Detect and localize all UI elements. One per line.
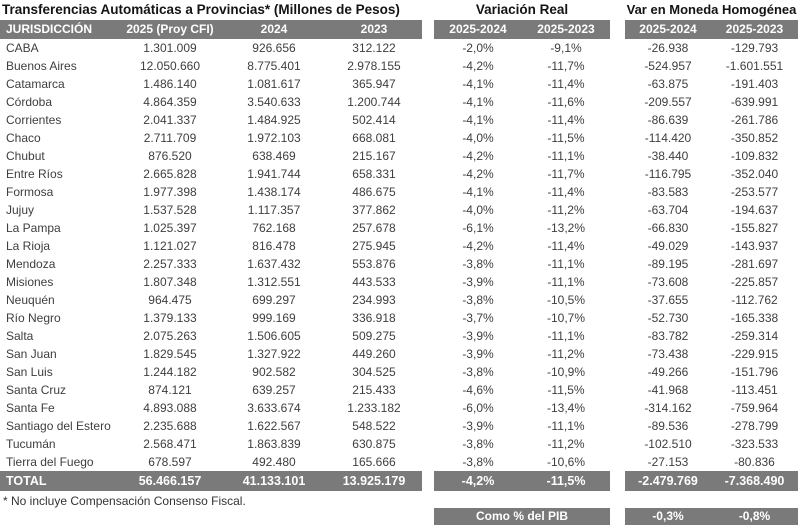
value-2025-cell: 1.977.398 bbox=[143, 185, 197, 199]
value-2025-cell: 1.829.545 bbox=[143, 347, 197, 361]
table-row bbox=[0, 183, 798, 201]
value-2023-cell: 304.525 bbox=[352, 365, 396, 379]
var-homogenea-2025-2023-cell: -278.799 bbox=[730, 419, 779, 433]
table-row bbox=[0, 93, 798, 111]
var-homogenea-2025-2023-cell: -129.793 bbox=[730, 41, 779, 55]
var-real-2025-2023-cell: -11,1% bbox=[547, 257, 585, 271]
section-gap bbox=[422, 255, 434, 273]
value-2025-cell: 1.301.009 bbox=[143, 41, 197, 55]
var-real-2025-2023-cell: -11,1% bbox=[547, 329, 585, 343]
jurisdiction-cell: La Rioja bbox=[6, 239, 51, 253]
table-row bbox=[0, 273, 798, 291]
value-2024-cell: 926.656 bbox=[252, 41, 296, 55]
value-2023-cell: 312.122 bbox=[352, 41, 396, 55]
section-gap bbox=[422, 309, 434, 327]
header-var-homogenea-2025-2023: 2025-2023 bbox=[711, 20, 798, 39]
section-gap bbox=[422, 291, 434, 309]
jurisdiction-cell: Entre Ríos bbox=[6, 167, 63, 181]
var-homogenea-2025-2023-cell: -323.533 bbox=[730, 437, 779, 451]
value-2023-cell: 548.522 bbox=[352, 419, 396, 433]
var-real-2025-2023-cell: -11,5% bbox=[547, 131, 585, 145]
section-gap bbox=[422, 345, 434, 363]
section-gap bbox=[610, 435, 625, 453]
value-2023-cell: 449.260 bbox=[352, 347, 396, 361]
value-2023-cell: 377.862 bbox=[352, 203, 396, 217]
section-gap bbox=[610, 237, 625, 255]
table-body bbox=[0, 39, 798, 471]
total-2025: 56.466.157 bbox=[118, 471, 222, 491]
jurisdiction-cell: Chaco bbox=[6, 131, 41, 145]
var-homogenea-2025-2024-cell: -314.162 bbox=[644, 401, 692, 415]
section-gap bbox=[422, 471, 434, 491]
section-gap bbox=[422, 219, 434, 237]
header-var-real-2025-2024: 2025-2024 bbox=[434, 20, 522, 39]
header-2023: 2023 bbox=[326, 20, 422, 39]
value-2023-cell: 165.666 bbox=[352, 455, 396, 469]
var-real-2025-2023-cell: -10,6% bbox=[546, 455, 586, 469]
value-2024-cell: 3.633.674 bbox=[247, 401, 301, 415]
table-row bbox=[0, 255, 798, 273]
value-2025-cell: 2.665.828 bbox=[143, 167, 197, 181]
var-real-2025-2024-cell: -4,0% bbox=[462, 131, 494, 145]
var-homogenea-2025-2024-cell: -73.438 bbox=[647, 347, 689, 361]
section-gap bbox=[422, 327, 434, 345]
header-2025-proy-cfi: 2025 (Proy CFI) bbox=[118, 20, 222, 39]
section-gap bbox=[422, 201, 434, 219]
section-gap bbox=[422, 111, 434, 129]
table-row bbox=[0, 345, 798, 363]
var-homogenea-2025-2024-cell: -89.195 bbox=[647, 257, 689, 271]
var-real-2025-2024-cell: -6,1% bbox=[462, 221, 494, 235]
value-2024-cell: 492.480 bbox=[252, 455, 296, 469]
section-gap bbox=[610, 93, 625, 111]
var-real-2025-2024-cell: -3,8% bbox=[462, 455, 494, 469]
jurisdiction-cell: San Luis bbox=[6, 365, 53, 379]
jurisdiction-cell: Formosa bbox=[6, 185, 54, 199]
table-row bbox=[0, 381, 798, 399]
value-2024-cell: 639.257 bbox=[252, 383, 296, 397]
value-2025-cell: 1.807.348 bbox=[143, 275, 197, 289]
var-homogenea-2025-2023-cell: -759.964 bbox=[730, 401, 779, 415]
section-gap bbox=[422, 183, 434, 201]
value-2023-cell: 553.876 bbox=[352, 257, 396, 271]
var-homogenea-2025-2024-cell: -114.420 bbox=[644, 131, 692, 145]
value-2025-cell: 2.235.688 bbox=[143, 419, 197, 433]
var-real-2025-2023-cell: -11,6% bbox=[547, 95, 585, 109]
var-homogenea-2025-2024-cell: -89.536 bbox=[647, 419, 689, 433]
total-var-homogenea-2025-2024: -2.479.769 bbox=[625, 471, 711, 491]
value-2025-cell: 1.121.027 bbox=[143, 239, 197, 253]
table-row bbox=[0, 201, 798, 219]
value-2024-cell: 1.081.617 bbox=[247, 77, 301, 91]
table-row bbox=[0, 309, 798, 327]
jurisdiction-cell: Misiones bbox=[6, 275, 54, 289]
section-gap bbox=[610, 345, 625, 363]
var-homogenea-2025-2023-cell: -165.338 bbox=[730, 311, 779, 325]
header-2024: 2024 bbox=[222, 20, 326, 39]
value-2025-cell: 2.257.333 bbox=[143, 257, 197, 271]
var-real-2025-2024-cell: -4,1% bbox=[462, 95, 494, 109]
var-homogenea-2025-2024-cell: -83.583 bbox=[647, 185, 689, 199]
section-gap bbox=[610, 75, 625, 93]
table-row bbox=[0, 417, 798, 435]
var-homogenea-2025-2024-cell: -49.029 bbox=[647, 239, 689, 253]
var-homogenea-2025-2023-cell: -350.852 bbox=[730, 131, 779, 145]
value-2023-cell: 502.414 bbox=[352, 113, 396, 127]
value-2024-cell: 1.484.925 bbox=[247, 113, 301, 127]
var-homogenea-2025-2024-cell: -37.655 bbox=[647, 293, 689, 307]
var-real-2025-2024-cell: -3,9% bbox=[462, 329, 494, 343]
value-2024-cell: 1.941.744 bbox=[247, 167, 301, 181]
total-2024: 41.133.101 bbox=[222, 471, 326, 491]
var-real-2025-2024-cell: -4,2% bbox=[462, 239, 494, 253]
var-homogenea-2025-2024-cell: -41.968 bbox=[647, 383, 689, 397]
section-gap bbox=[610, 57, 625, 75]
value-2025-cell: 2.041.337 bbox=[143, 113, 197, 127]
section-gap bbox=[610, 381, 625, 399]
var-homogenea-2025-2024-cell: -73.608 bbox=[647, 275, 689, 289]
var-homogenea-2025-2023-cell: -352.040 bbox=[730, 167, 779, 181]
var-homogenea-2025-2023-cell: -1.601.551 bbox=[725, 59, 784, 73]
table-row bbox=[0, 327, 798, 345]
value-2025-cell: 964.475 bbox=[148, 293, 192, 307]
section-gap bbox=[610, 471, 625, 491]
jurisdiction-cell: Río Negro bbox=[6, 311, 61, 325]
section-gap bbox=[610, 417, 625, 435]
value-2025-cell: 1.486.140 bbox=[143, 77, 197, 91]
pib-var-2025-2024: -0,3% bbox=[625, 508, 711, 525]
var-homogenea-2025-2024-cell: -116.795 bbox=[644, 167, 692, 181]
value-2024-cell: 3.540.633 bbox=[247, 95, 301, 109]
value-2025-cell: 874.121 bbox=[148, 383, 192, 397]
var-homogenea-2025-2024-cell: -63.704 bbox=[647, 203, 689, 217]
table-title: Transferencias Automáticas a Provincias* (Millones de Pesos) bbox=[2, 2, 400, 17]
var-real-2025-2024-cell: -3,9% bbox=[462, 347, 494, 361]
var-homogenea-2025-2023-cell: -112.762 bbox=[731, 293, 778, 307]
section-title-variacion-real: Variación Real bbox=[475, 2, 569, 17]
column-header-row bbox=[0, 20, 798, 39]
var-homogenea-2025-2024-cell: -26.938 bbox=[647, 41, 689, 55]
var-real-2025-2023-cell: -10,5% bbox=[546, 293, 586, 307]
value-2024-cell: 1.312.551 bbox=[247, 275, 301, 289]
value-2025-cell: 12.050.660 bbox=[139, 59, 201, 73]
jurisdiction-cell: Neuquén bbox=[6, 293, 55, 307]
var-real-2025-2024-cell: -4,0% bbox=[462, 203, 494, 217]
value-2024-cell: 999.169 bbox=[252, 311, 296, 325]
section-gap bbox=[422, 75, 434, 93]
section-gap bbox=[422, 57, 434, 75]
section-gap bbox=[422, 237, 434, 255]
var-real-2025-2023-cell: -11,1% bbox=[547, 149, 585, 163]
value-2025-cell: 1.537.528 bbox=[143, 203, 197, 217]
total-var-real-2025-2024: -4,2% bbox=[434, 471, 522, 491]
var-homogenea-2025-2023-cell: -639.991 bbox=[730, 95, 779, 109]
var-real-2025-2024-cell: -3,9% bbox=[462, 275, 494, 289]
table-row bbox=[0, 435, 798, 453]
footnote-text: * No incluye Compensación Consenso Fiscal. bbox=[3, 494, 246, 508]
var-homogenea-2025-2023-cell: -225.857 bbox=[730, 275, 779, 289]
var-homogenea-2025-2023-cell: -229.915 bbox=[730, 347, 779, 361]
jurisdiction-cell: Córdoba bbox=[6, 95, 53, 109]
var-real-2025-2023-cell: -11,4% bbox=[547, 239, 585, 253]
value-2024-cell: 8.775.401 bbox=[247, 59, 301, 73]
var-homogenea-2025-2023-cell: -259.314 bbox=[730, 329, 779, 343]
table-row bbox=[0, 399, 798, 417]
section-gap bbox=[422, 273, 434, 291]
var-homogenea-2025-2024-cell: -38.440 bbox=[647, 149, 689, 163]
value-2023-cell: 215.167 bbox=[352, 149, 396, 163]
value-2025-cell: 2.075.263 bbox=[143, 329, 197, 343]
var-real-2025-2024-cell: -4,2% bbox=[462, 167, 494, 181]
value-2024-cell: 1.327.922 bbox=[247, 347, 301, 361]
value-2024-cell: 1.117.357 bbox=[247, 203, 301, 217]
var-homogenea-2025-2023-cell: -253.577 bbox=[730, 185, 779, 199]
table-row bbox=[0, 75, 798, 93]
section-gap bbox=[610, 39, 625, 57]
header-jurisdiccion: JURISDICCIÓN bbox=[0, 20, 118, 39]
jurisdiction-cell: Mendoza bbox=[6, 257, 56, 271]
value-2024-cell: 762.168 bbox=[252, 221, 296, 235]
value-2023-cell: 443.533 bbox=[352, 275, 396, 289]
var-homogenea-2025-2023-cell: -191.403 bbox=[730, 77, 779, 91]
section-gap bbox=[610, 399, 625, 417]
var-real-2025-2023-cell: -9,1% bbox=[550, 41, 582, 55]
section-gap bbox=[610, 453, 625, 471]
footnote-row bbox=[0, 491, 798, 508]
section-gap bbox=[610, 273, 625, 291]
var-homogenea-2025-2023-cell: -80.836 bbox=[734, 455, 775, 469]
var-homogenea-2025-2023-cell: -151.796 bbox=[730, 365, 779, 379]
var-real-2025-2023-cell: -11,2% bbox=[547, 203, 585, 217]
value-2023-cell: 257.678 bbox=[352, 221, 396, 235]
jurisdiction-cell: Tierra del Fuego bbox=[6, 455, 94, 469]
table-row bbox=[0, 237, 798, 255]
jurisdiction-cell: Catamarca bbox=[6, 77, 65, 91]
var-real-2025-2024-cell: -3,8% bbox=[462, 365, 494, 379]
value-2024-cell: 699.297 bbox=[252, 293, 296, 307]
var-homogenea-2025-2023-cell: -155.827 bbox=[730, 221, 779, 235]
value-2023-cell: 509.275 bbox=[352, 329, 396, 343]
var-real-2025-2023-cell: -11,7% bbox=[547, 167, 585, 181]
value-2025-cell: 876.520 bbox=[148, 149, 192, 163]
pib-label: Como % del PIB bbox=[434, 508, 610, 525]
var-real-2025-2023-cell: -11,2% bbox=[547, 437, 585, 451]
var-homogenea-2025-2024-cell: -63.875 bbox=[647, 77, 689, 91]
header-var-real-2025-2023: 2025-2023 bbox=[522, 20, 610, 39]
titles-row bbox=[0, 0, 798, 20]
var-homogenea-2025-2024-cell: -66.830 bbox=[647, 221, 689, 235]
table-row bbox=[0, 111, 798, 129]
var-homogenea-2025-2024-cell: -49.266 bbox=[647, 365, 689, 379]
value-2025-cell: 1.379.133 bbox=[143, 311, 197, 325]
value-2023-cell: 215.433 bbox=[352, 383, 396, 397]
var-real-2025-2024-cell: -4,1% bbox=[462, 77, 494, 91]
section-gap bbox=[422, 20, 434, 39]
value-2024-cell: 1.438.174 bbox=[247, 185, 301, 199]
var-homogenea-2025-2023-cell: -109.832 bbox=[730, 149, 779, 163]
section-gap bbox=[422, 363, 434, 381]
var-real-2025-2023-cell: -11,4% bbox=[547, 185, 585, 199]
jurisdiction-cell: Chubut bbox=[6, 149, 45, 163]
section-gap bbox=[610, 327, 625, 345]
var-real-2025-2023-cell: -11,1% bbox=[547, 275, 585, 289]
var-homogenea-2025-2023-cell: -143.937 bbox=[730, 239, 779, 253]
section-gap bbox=[422, 435, 434, 453]
value-2023-cell: 668.081 bbox=[352, 131, 396, 145]
section-gap bbox=[610, 291, 625, 309]
var-homogenea-2025-2023-cell: -281.697 bbox=[730, 257, 779, 271]
section-gap bbox=[422, 147, 434, 165]
var-real-2025-2023-cell: -11,5% bbox=[547, 383, 585, 397]
var-real-2025-2023-cell: -11,7% bbox=[547, 59, 585, 73]
section-gap bbox=[422, 399, 434, 417]
value-2023-cell: 486.675 bbox=[352, 185, 396, 199]
var-real-2025-2024-cell: -6,0% bbox=[462, 401, 494, 415]
total-var-real-2025-2023: -11,5% bbox=[522, 471, 610, 491]
jurisdiction-cell: Santa Cruz bbox=[6, 383, 67, 397]
value-2025-cell: 678.597 bbox=[148, 455, 192, 469]
section-gap bbox=[610, 20, 625, 39]
value-2023-cell: 1.200.744 bbox=[347, 95, 401, 109]
var-homogenea-2025-2024-cell: -86.639 bbox=[647, 113, 689, 127]
jurisdiction-cell: San Juan bbox=[6, 347, 57, 361]
var-real-2025-2023-cell: -11,1% bbox=[547, 419, 585, 433]
var-real-2025-2024-cell: -3,8% bbox=[462, 257, 494, 271]
section-gap bbox=[422, 39, 434, 57]
value-2023-cell: 658.331 bbox=[352, 167, 396, 181]
section-gap bbox=[610, 147, 625, 165]
var-homogenea-2025-2024-cell: -52.730 bbox=[647, 311, 689, 325]
pib-var-2025-2023: -0,8% bbox=[711, 508, 798, 525]
section-gap bbox=[610, 508, 625, 525]
section-gap bbox=[422, 381, 434, 399]
var-homogenea-2025-2024-cell: -102.510 bbox=[644, 437, 692, 451]
var-real-2025-2024-cell: -4,2% bbox=[462, 59, 494, 73]
section-gap bbox=[610, 309, 625, 327]
header-var-homogenea-2025-2024: 2025-2024 bbox=[625, 20, 711, 39]
value-2023-cell: 275.945 bbox=[352, 239, 396, 253]
var-real-2025-2023-cell: -13,2% bbox=[546, 221, 586, 235]
var-homogenea-2025-2023-cell: -194.637 bbox=[730, 203, 779, 217]
var-real-2025-2024-cell: -4,1% bbox=[462, 185, 494, 199]
jurisdiction-cell: Salta bbox=[6, 329, 34, 343]
value-2023-cell: 630.875 bbox=[352, 437, 396, 451]
section-gap bbox=[610, 165, 625, 183]
var-real-2025-2023-cell: -10,7% bbox=[546, 311, 586, 325]
section-gap bbox=[422, 93, 434, 111]
value-2025-cell: 4.864.359 bbox=[143, 95, 197, 109]
section-gap bbox=[422, 453, 434, 471]
section-gap bbox=[610, 183, 625, 201]
section-gap bbox=[422, 417, 434, 435]
var-real-2025-2024-cell: -3,7% bbox=[462, 311, 494, 325]
var-homogenea-2025-2024-cell: -524.957 bbox=[644, 59, 692, 73]
table-row bbox=[0, 219, 798, 237]
value-2025-cell: 4.893.088 bbox=[143, 401, 197, 415]
var-real-2025-2023-cell: -10,9% bbox=[546, 365, 586, 379]
var-real-2025-2024-cell: -4,2% bbox=[462, 149, 494, 163]
value-2025-cell: 2.568.471 bbox=[143, 437, 197, 451]
var-real-2025-2023-cell: -11,4% bbox=[547, 113, 585, 127]
var-real-2025-2024-cell: -4,6% bbox=[462, 383, 494, 397]
value-2023-cell: 336.918 bbox=[352, 311, 396, 325]
var-homogenea-2025-2024-cell: -209.557 bbox=[644, 95, 692, 109]
value-2025-cell: 2.711.709 bbox=[143, 131, 197, 145]
value-2024-cell: 1.506.605 bbox=[247, 329, 301, 343]
value-2023-cell: 1.233.182 bbox=[347, 401, 401, 415]
table-row bbox=[0, 291, 798, 309]
table-row bbox=[0, 57, 798, 75]
value-2023-cell: 234.993 bbox=[352, 293, 396, 307]
value-2024-cell: 638.469 bbox=[252, 149, 296, 163]
value-2023-cell: 2.978.155 bbox=[347, 59, 401, 73]
table-row bbox=[0, 453, 798, 471]
section-gap bbox=[422, 129, 434, 147]
table-row bbox=[0, 165, 798, 183]
pib-row bbox=[0, 508, 798, 525]
jurisdiction-cell: La Pampa bbox=[6, 221, 61, 235]
total-row bbox=[0, 471, 798, 491]
var-homogenea-2025-2024-cell: -83.782 bbox=[647, 329, 689, 343]
var-real-2025-2024-cell: -3,9% bbox=[462, 419, 494, 433]
table-row bbox=[0, 363, 798, 381]
jurisdiction-cell: Buenos Aires bbox=[6, 59, 77, 73]
value-2023-cell: 365.947 bbox=[352, 77, 396, 91]
value-2024-cell: 1.637.432 bbox=[247, 257, 301, 271]
jurisdiction-cell: Santiago del Estero bbox=[6, 419, 111, 433]
total-2023: 13.925.179 bbox=[326, 471, 422, 491]
value-2024-cell: 1.622.567 bbox=[247, 419, 301, 433]
jurisdiction-cell: Corrientes bbox=[6, 113, 62, 127]
section-gap bbox=[610, 201, 625, 219]
section-gap bbox=[610, 363, 625, 381]
table-row bbox=[0, 147, 798, 165]
section-title-moneda-homogenea: Var en Moneda Homogénea bbox=[626, 2, 797, 17]
var-real-2025-2024-cell: -4,1% bbox=[462, 113, 494, 127]
section-gap bbox=[610, 111, 625, 129]
jurisdiction-cell: Santa Fe bbox=[6, 401, 55, 415]
section-gap bbox=[422, 165, 434, 183]
value-2024-cell: 816.478 bbox=[252, 239, 296, 253]
var-real-2025-2023-cell: -13,4% bbox=[546, 401, 586, 415]
value-2025-cell: 1.025.397 bbox=[143, 221, 197, 235]
table-row bbox=[0, 129, 798, 147]
total-label: TOTAL bbox=[0, 471, 118, 491]
section-gap bbox=[610, 129, 625, 147]
value-2024-cell: 1.972.103 bbox=[247, 131, 301, 145]
var-homogenea-2025-2023-cell: -261.786 bbox=[730, 113, 779, 127]
section-gap bbox=[610, 219, 625, 237]
total-var-homogenea-2025-2023: -7.368.490 bbox=[711, 471, 798, 491]
var-real-2025-2024-cell: -3,8% bbox=[462, 293, 494, 307]
var-real-2025-2023-cell: -11,2% bbox=[547, 347, 585, 361]
jurisdiction-cell: Tucumán bbox=[6, 437, 56, 451]
var-real-2025-2023-cell: -11,4% bbox=[547, 77, 585, 91]
value-2024-cell: 1.863.839 bbox=[247, 437, 301, 451]
jurisdiction-cell: Jujuy bbox=[6, 203, 35, 217]
jurisdiction-cell: CABA bbox=[6, 41, 39, 55]
table-row bbox=[0, 39, 798, 57]
value-2025-cell: 1.244.182 bbox=[143, 365, 197, 379]
section-gap bbox=[610, 255, 625, 273]
var-real-2025-2024-cell: -2,0% bbox=[462, 41, 494, 55]
var-homogenea-2025-2024-cell: -27.153 bbox=[647, 455, 689, 469]
var-homogenea-2025-2023-cell: -113.451 bbox=[731, 383, 778, 397]
value-2024-cell: 902.582 bbox=[252, 365, 296, 379]
var-real-2025-2024-cell: -3,8% bbox=[462, 437, 494, 451]
